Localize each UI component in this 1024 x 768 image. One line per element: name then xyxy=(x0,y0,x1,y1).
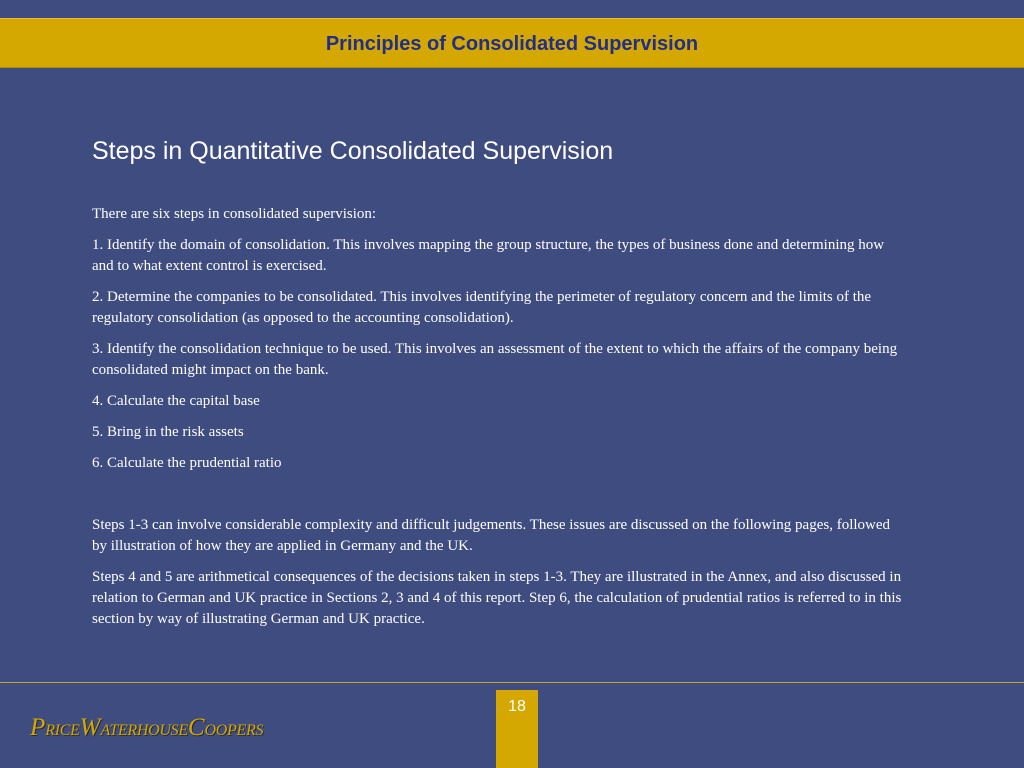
slide-content xyxy=(92,132,902,640)
note-paragraph: Steps 4 and 5 are arithmetical consequences of the decisions taken in steps 1-3. They are illustrated in the Annex, and also discussed in relation to German and UK practice in Sections 2, 3 and 4 of this report. Step 6, the calculation of prudential ratios is referred to in this section by way of illustrating German and UK practice. xyxy=(92,569,902,627)
note-paragraph: Steps 1-3 can involve considerable complexity and difficult judgements. These issues are discussed on the following pages, followed by illustration of how they are applied in Germany and the UK. xyxy=(92,517,891,554)
step-item: 1. Identify the domain of consolidation. This involves mapping the group structure, the types of business done and determining how and to what extent control is exercised. xyxy=(92,237,885,274)
slide-heading: Steps in Quantitative Consolidated Supervision xyxy=(92,137,614,165)
step-item: 2. Determine the companies to be consolidated. This involves identifying the perimeter of regulatory concern and the limits of the regulatory consolidation (as opposed to the accounting consolidation). xyxy=(92,289,872,326)
page-number: 18 xyxy=(508,698,526,715)
footer-divider xyxy=(0,682,1024,683)
step-item: 4. Calculate the capital base xyxy=(92,393,260,409)
page-number-box xyxy=(496,690,538,768)
step-item: 5. Bring in the risk assets xyxy=(92,424,244,440)
step-item: 6. Calculate the prudential ratio xyxy=(92,455,282,471)
step-item: 3. Identify the consolidation technique to be used. This involves an assessment of the extent to which the affairs of the company being consolidated might impact on the bank. xyxy=(92,341,898,378)
intro-text: There are six steps in consolidated supervision: xyxy=(92,206,377,222)
page-title: Principles of Consolidated Supervision xyxy=(325,32,699,55)
header-band xyxy=(0,18,1024,68)
company-logo: PRICEWATERHOUSECOOPERS xyxy=(30,714,264,741)
